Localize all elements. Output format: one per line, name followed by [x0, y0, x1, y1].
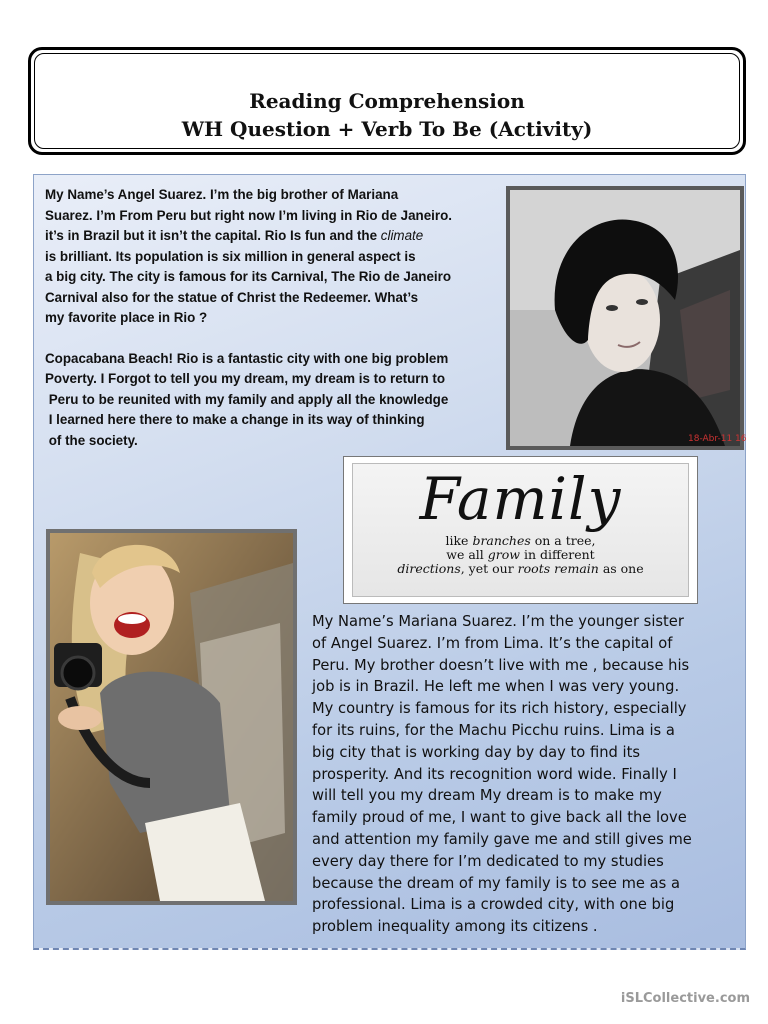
photo-date-stamp: 18-Abr-11 16 — [688, 434, 747, 444]
mariana-line: for its ruins, for the Machu Picchu ruins. Lima is a — [312, 721, 675, 739]
angel-line: my favorite place in Rio ? — [45, 310, 208, 325]
angel-line: I learned here there to make a change in its way of thinking — [45, 412, 425, 427]
mariana-line: prosperity. And its recognition word wide. Finally I — [312, 765, 677, 783]
family-quote-line: we all grow in different — [446, 547, 595, 562]
mariana-line: big city that is working day by day to find its — [312, 743, 641, 761]
family-quote-image — [343, 456, 698, 604]
title-line-1: Reading Comprehension — [249, 89, 525, 113]
angel-line: is brilliant. Its population is six million in general aspect is — [45, 248, 416, 264]
angel-line: Suarez. I’m From Peru but right now I’m living in Rio de Janeiro. — [45, 207, 452, 223]
angel-line: My Name’s Angel Suarez. I’m the big brother of Mariana — [45, 187, 399, 202]
mariana-line: My Name’s Mariana Suarez. I’m the younger sister — [312, 613, 684, 630]
mariana-line: of Angel Suarez. I’m from Lima. It’s the capital of — [312, 634, 673, 652]
title-box — [28, 47, 746, 155]
mariana-line: because the dream of my family is to see me as a — [312, 874, 680, 892]
family-quote-line: like branches on a tree, — [445, 533, 596, 548]
climate-word: climate — [380, 228, 424, 243]
watermark: iSLCollective.com — [620, 991, 750, 1006]
angel-line: a big city. The city is famous for its Carnival, The Rio de Janeiro — [45, 269, 452, 284]
mariana-line: job is in Brazil. He left me when I was very young. — [312, 678, 680, 696]
mariana-line: every day there for I’m dedicated to my studies — [312, 852, 664, 870]
family-word: Family — [419, 465, 622, 533]
angel-line: Peru to be reunited with my family and apply all the knowledge — [45, 391, 449, 407]
angel-photo — [506, 186, 747, 450]
mariana-line: problem inequality among its citizens . — [312, 918, 598, 936]
title-line-2: WH Question + Verb To Be (Activity) — [181, 117, 593, 141]
angel-line: Poverty. I Forgot to tell you my dream, my dream is to return to — [45, 371, 446, 386]
mariana-line: and attention my family gave me and still gives me — [312, 830, 692, 848]
mariana-line: will tell you my dream My dream is to make my — [312, 787, 662, 805]
mariana-paragraph — [312, 611, 722, 938]
angel-line: Copacabana Beach! Rio is a fantastic city with one big problem — [45, 350, 449, 366]
mariana-line: My country is famous for its rich history, especially — [312, 700, 687, 718]
family-quote-line: directions, yet our roots remain as one — [397, 561, 644, 576]
mariana-line: professional. Lima is a crowded city, with one big — [312, 896, 675, 914]
mariana-line: Peru. My brother doesn’t live with me , because his — [312, 656, 690, 674]
angel-line: it’s in Brazil but it isn’t the capital. Rio Is fun and the climate — [45, 228, 424, 243]
mariana-photo — [46, 529, 297, 905]
angel-line: of the society. — [45, 432, 138, 448]
family-quote-inner — [352, 463, 689, 597]
angel-paragraph — [45, 185, 515, 451]
paragraph-gap — [45, 329, 515, 349]
mariana-line: family proud of me, I want to give back all the love — [312, 809, 687, 827]
angel-line: Carnival also for the statue of Christ the Redeemer. What’s — [45, 289, 419, 305]
